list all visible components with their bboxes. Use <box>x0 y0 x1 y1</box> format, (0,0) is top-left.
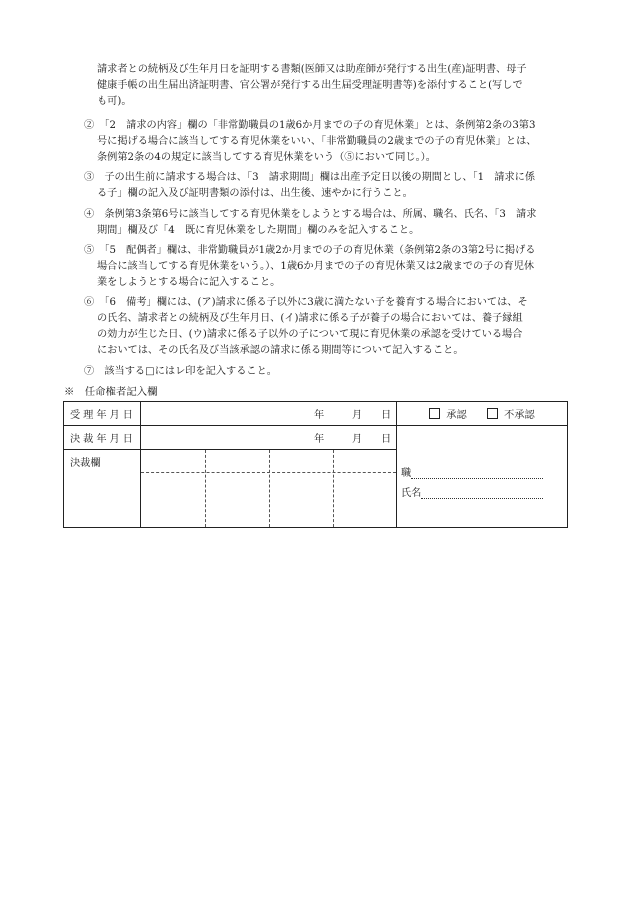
approver-signature-cell <box>397 426 568 528</box>
decision-date-field[interactable] <box>141 426 397 450</box>
decision-stamp-grid[interactable] <box>141 450 397 528</box>
reject-label: 不承認 <box>504 410 535 421</box>
note-line: 号に掲げる場合に該当してする育児休業をいい、「非常勤職員の2歳までの子の育児休業」とは、 <box>97 136 537 147</box>
day-unit: 日 <box>381 410 392 421</box>
note-line: ④ 条例第3条第6号に該当してする育児休業をしようとする場合は、所属、職名、氏名、「3 請求 <box>84 209 537 220</box>
note-line: ② 「2 請求の内容」欄の「非常勤職員の1歳6か月までの子の育児休業」とは、条例第2条の3第3 <box>84 120 536 131</box>
month-unit: 月 <box>352 410 363 421</box>
year-unit: 年 <box>314 434 325 445</box>
appointer-section-title: ※ 任命権者記入欄 <box>64 386 158 398</box>
approve-label: 承認 <box>446 410 467 421</box>
note-line: ⑤ 「5 配偶者」欄は、非常勤職員が1歳2か月までの子の育児休業（条例第2条の3第2号に掲げる <box>84 245 536 256</box>
decision-stamp-label: 決裁欄 <box>64 450 141 528</box>
note-line: も可)。 <box>97 96 132 107</box>
decision-date-label: 決裁年月日 <box>64 426 141 450</box>
reject-checkbox[interactable] <box>487 408 498 419</box>
note-line: の効力が生じた日、(ウ)請求に係る子以外の子について現に育児休業の承認を受けている場合 <box>97 329 523 340</box>
note-line: る子」欄の記入及び証明書類の添付は、出生後、速やかに行うこと。 <box>97 188 413 199</box>
month-unit: 月 <box>352 434 363 445</box>
post-field[interactable] <box>411 468 543 479</box>
day-unit: 日 <box>381 434 392 445</box>
note-line: 条例第2条の4の規定に該当してする育児休業をいう（⑤において同じ。）。 <box>97 152 436 163</box>
note-line: ⑦ 該当する□にはレ印を記入すること。 <box>84 366 277 377</box>
note-line: の氏名、請求者との続柄及び生年月日、(イ)請求に係る子が養子の場合においては、養子縁組 <box>97 313 523 324</box>
note-line: 請求者との続柄及び生年月日を証明する書類(医師又は助産師が発行する出生(産)証明書、母子 <box>97 64 527 75</box>
receipt-date-label: 受理年月日 <box>64 402 141 426</box>
receipt-date-field[interactable] <box>141 402 397 426</box>
post-label: 職 <box>401 468 412 479</box>
appointer-entry-table <box>63 401 568 528</box>
name-field[interactable] <box>421 488 543 499</box>
note-line: においては、その氏名及び当該承認の請求に係る期間等について記入すること。 <box>97 345 464 356</box>
note-line: 場合に該当してする育児休業をいう。）、1歳6か月までの子の育児休業又は2歳までの子の育児休 <box>97 261 535 272</box>
note-line: 業をしようとする場合に記入すること。 <box>97 277 281 288</box>
name-label: 氏名 <box>401 488 422 499</box>
year-unit: 年 <box>314 410 325 421</box>
approve-checkbox[interactable] <box>429 408 440 419</box>
approval-choice <box>397 402 568 426</box>
note-line: ③ 子の出生前に請求する場合は、「3 請求期間」欄は出産予定日以後の期間とし、「1 請求に係 <box>84 172 536 183</box>
note-line: 期間」欄及び「4 既に育児休業をした期間」欄のみを記入すること。 <box>97 225 420 236</box>
note-line: ⑥ 「6 備考」欄には、(ア)請求に係る子以外に3歳に満たない子を養育する場合においては、そ <box>84 297 528 308</box>
note-line: 健康手帳の出生届出済証明書、官公署が発行する出生届受理証明書等)を添付すること(写しで <box>97 80 523 91</box>
